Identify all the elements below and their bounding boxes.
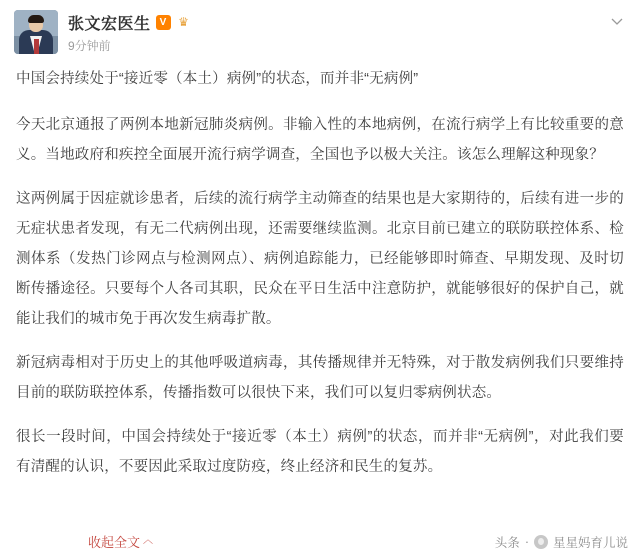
post-footer [0,523,640,559]
watermark [495,533,628,551]
avatar[interactable] [14,10,58,54]
watermark-separator: · [524,535,529,549]
post-paragraph-4: 很长一段时间，中国会持续处于“接近零（本土）病例”的状态，而并非“无病例”，对此我们要有清醒的认识，不要因此采取过度防疫，终止经济和民生的复苏。 [16,429,624,475]
post-timestamp: 9分钟前 [68,39,111,53]
post-header [0,0,640,54]
watermark-account: 星星妈育儿说 [552,536,628,550]
author-name-row [68,11,192,33]
collapse-label: 收起全文 [88,535,141,550]
verified-badge-icon: V [156,15,171,30]
collapse-full-text-button[interactable] [88,532,153,551]
post-content [0,54,640,482]
chevron-up-icon: ︿ [143,534,154,546]
post-paragraph-3: 新冠病毒相对于历史上的其他呼吸道病毒，其传播规律并无特殊，对于散发病例我们只要维持目前的联防联控体系，传播指数可以很快下来，我们可以复归零病例状态。 [16,355,624,401]
post-paragraph-2: 这两例属于因症就诊患者，后续的流行病学主动筛查的结果也是大家期待的，后续有进一步的无症状患者发现，有无二代病例出现，还需要继续监测。北京目前已建立的联防联控体系、检测体系（发热门诊网点与检测网点）、病例追踪能力，已经能够即时筛查、早期发现、及时切断传播途径。只要每个人各司其职，民众在平日生活中注意防护，就能够很好的保护自己，就能让我们的城市免于再次发生病毒扩散。 [16,191,624,327]
avatar-hair [28,15,44,23]
author-block [68,10,192,54]
post-paragraph-1: 今天北京通报了两例本地新冠肺炎病例。非输入性的本地病例，在流行病学上有比较重要的意义。当地政府和疾控全面展开流行病学调查，全国也予以极大关注。该怎么理解这种现象？ [16,117,624,163]
author-name[interactable]: 张文宏医生 [68,15,151,33]
chevron-down-icon[interactable] [610,14,624,28]
crown-icon: ♛ [178,14,189,29]
watermark-avatar-icon [534,535,548,549]
post-lead: 中国会持续处于“接近零（本土）病例”的状态，而并非“无病例” [16,71,419,87]
watermark-brand: 头条 [494,536,520,550]
avatar-tie [34,39,39,54]
